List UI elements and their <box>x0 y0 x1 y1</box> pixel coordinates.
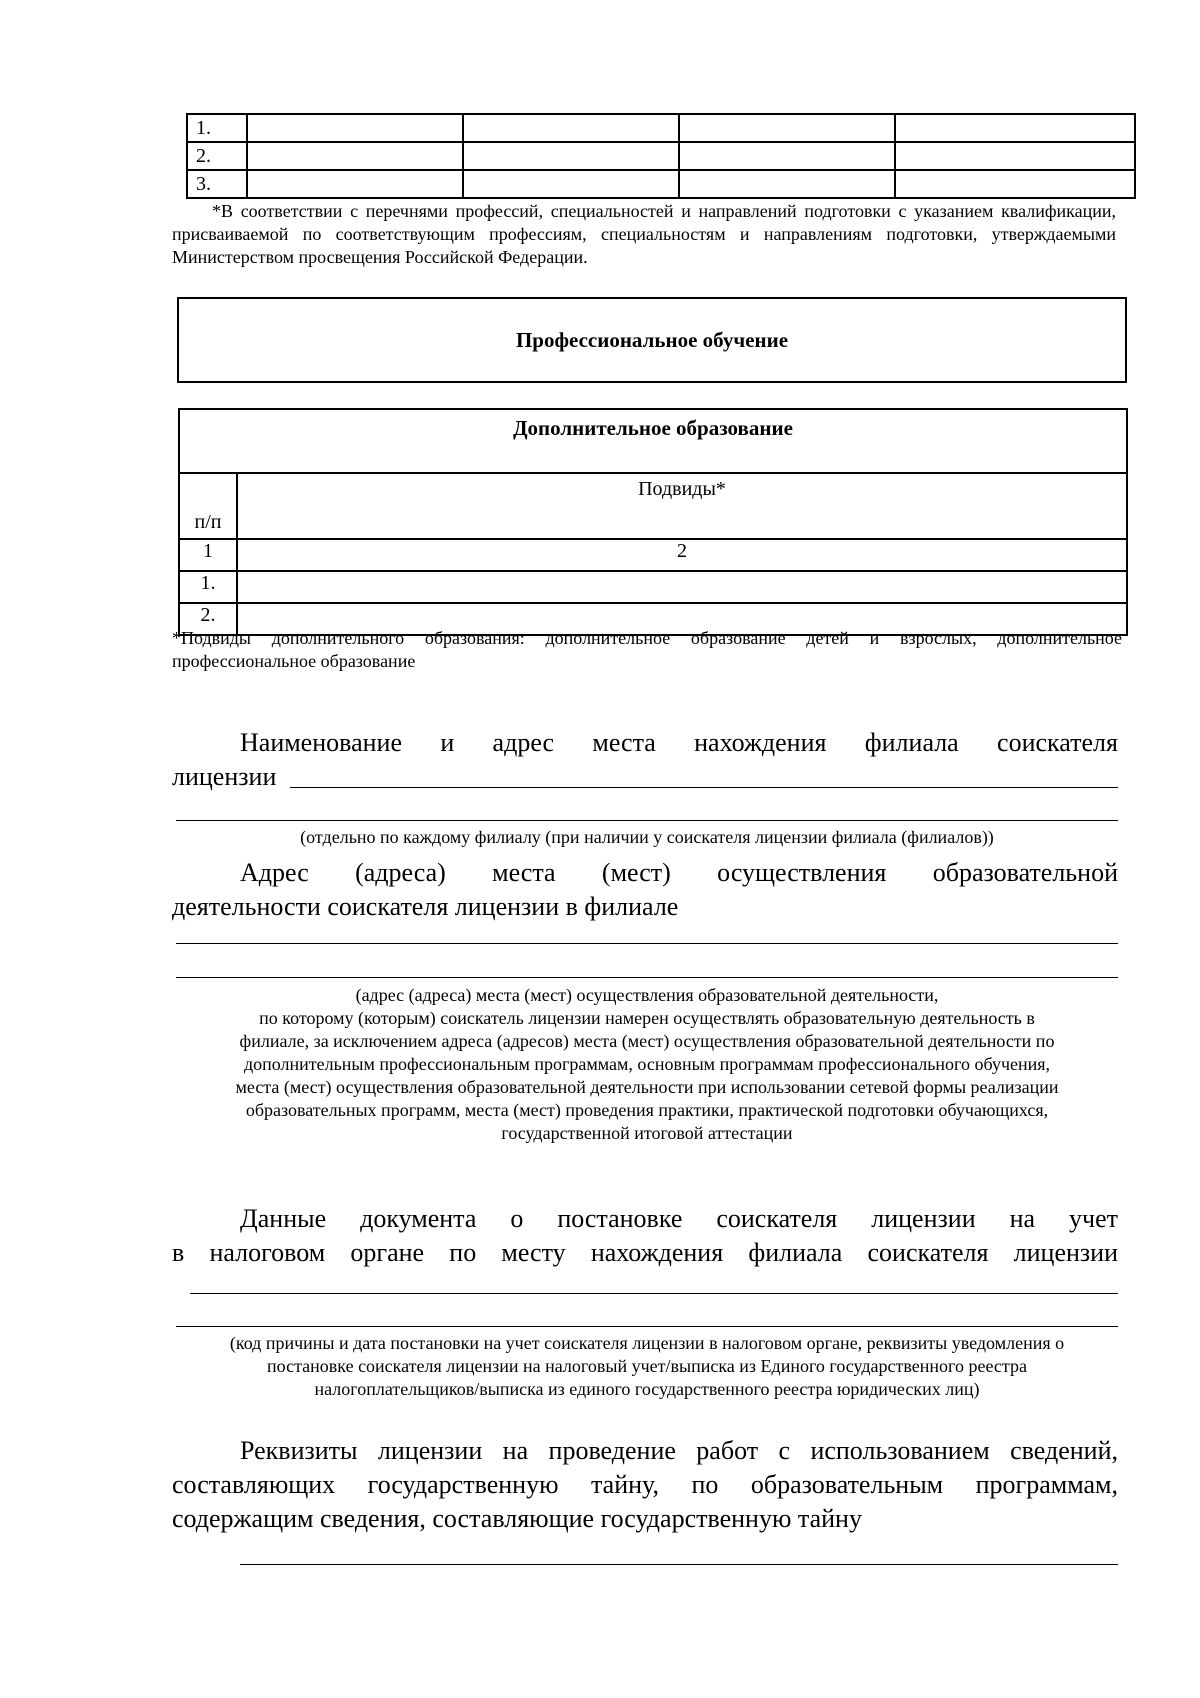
professional-training-box <box>177 297 1127 383</box>
state-secret-license-heading-2: составляющих государственную тайну, по образовательным программам, <box>172 1470 1118 1499</box>
col-subtypes-header: Подвиды* <box>237 473 1127 539</box>
tax-registration-heading: Данные документа о постановке соискателя лицензии на учет <box>240 1204 1118 1233</box>
additional-education-table <box>178 408 1128 636</box>
professional-training-title: Профессиональное обучение <box>515 327 789 352</box>
branch-name-label: лицензии <box>172 762 277 791</box>
col-num-header: п/п <box>179 473 237 539</box>
row-number: 1. <box>179 571 237 603</box>
branch-address-input-line-2[interactable] <box>176 977 1118 978</box>
table-cell[interactable] <box>463 142 679 170</box>
index-cell: 1 <box>179 539 237 571</box>
top-table <box>186 113 1136 199</box>
table-cell[interactable] <box>247 114 463 142</box>
row-number: 1. <box>187 114 247 142</box>
tax-registration-input-line-2[interactable] <box>176 1326 1118 1327</box>
branch-name-caption: (отдельно по каждому филиалу (при наличии у соискателя лицензии филиала (филиалов)) <box>300 827 994 847</box>
caption-line: постановке соискателя лицензии на налоговый учет/выписка из Единого государственного реестра <box>267 1356 1027 1376</box>
table-row <box>179 571 1127 603</box>
additional-education-title: Дополнительное образование <box>179 409 1127 473</box>
branch-name-input-line-2[interactable] <box>176 820 1118 821</box>
table-cell[interactable] <box>895 142 1135 170</box>
table-row <box>187 170 1135 198</box>
caption-line: налогоплательщиков/выписка из единого государственного реестра юридических лиц) <box>314 1379 980 1399</box>
table-row <box>179 539 1127 571</box>
table-cell[interactable] <box>463 114 679 142</box>
footnote-subtypes: *Подвиды дополнительного образования: дополнительное образование детей и взрослых, дополнительное профессиональное образование <box>172 628 1122 671</box>
table-cell[interactable] <box>247 170 463 198</box>
footnote-professions: *В соответствии с перечнями профессий, специальностей и направлений подготовки с указанием квалификации, присваиваемой по соответствующим профессиям, специальностям и направлениям подготовки, утверждаемыми Министерством просвещения Российской Федерации. <box>172 201 1116 267</box>
row-number: 2. <box>179 603 237 635</box>
branch-address-heading-2: деятельности соискателя лицензии в филиале <box>172 892 679 921</box>
table-row <box>187 114 1135 142</box>
table-cell[interactable] <box>679 170 895 198</box>
index-cell: 2 <box>237 539 1127 571</box>
row-number: 3. <box>187 170 247 198</box>
row-number: 2. <box>187 142 247 170</box>
table-header-row <box>179 473 1127 539</box>
table-cell[interactable] <box>463 170 679 198</box>
table-row <box>187 142 1135 170</box>
caption-line: (адрес (адреса) места (мест) осуществления образовательной деятельности, <box>355 985 939 1005</box>
state-secret-license-input-line[interactable] <box>240 1564 1118 1565</box>
tax-registration-caption <box>170 1332 1124 1401</box>
caption-line: места (мест) осуществления образовательной деятельности при использовании сетевой формы реализации <box>235 1077 1059 1097</box>
table-cell[interactable] <box>679 114 895 142</box>
caption-line: филиале, за исключением адреса (адресов) места (мест) осуществления образовательной деятельности по <box>239 1031 1055 1051</box>
table-cell[interactable] <box>247 142 463 170</box>
table-cell[interactable] <box>679 142 895 170</box>
branch-address-caption <box>170 984 1124 1145</box>
table-cell[interactable] <box>895 114 1135 142</box>
table-cell[interactable] <box>895 170 1135 198</box>
caption-line: образовательных программ, места (мест) проведения практики, практической подготовки обучающихся, <box>245 1100 1049 1120</box>
state-secret-license-heading: Реквизиты лицензии на проведение работ с использованием сведений, <box>240 1436 1118 1465</box>
tax-registration-input-line[interactable] <box>190 1293 1118 1294</box>
branch-address-input-line[interactable] <box>176 943 1118 944</box>
state-secret-license-heading-3: содержащим сведения, составляющие государственную тайну <box>172 1504 862 1533</box>
caption-line: (код причины и дата постановки на учет соискателя лицензии в налоговом органе, реквизиты уведомления о <box>229 1333 1065 1353</box>
branch-address-heading: Адрес (адреса) места (мест) осуществления образовательной <box>240 858 1118 887</box>
caption-line: государственной итоговой аттестации <box>501 1123 793 1143</box>
caption-line: по которому (которым) соискатель лицензии намерен осуществлять образовательную деятельность в <box>259 1008 1035 1028</box>
tax-registration-heading-2: в налоговом органе по месту нахождения филиала соискателя лицензии <box>172 1238 1118 1267</box>
branch-name-heading: Наименование и адрес места нахождения филиала соискателя <box>240 728 1118 757</box>
caption-line: дополнительным профессиональным программам, основным программам профессионального обучения, <box>243 1054 1051 1074</box>
table-header-row <box>179 409 1127 473</box>
table-cell[interactable] <box>237 571 1127 603</box>
branch-name-input-line[interactable] <box>290 787 1118 788</box>
